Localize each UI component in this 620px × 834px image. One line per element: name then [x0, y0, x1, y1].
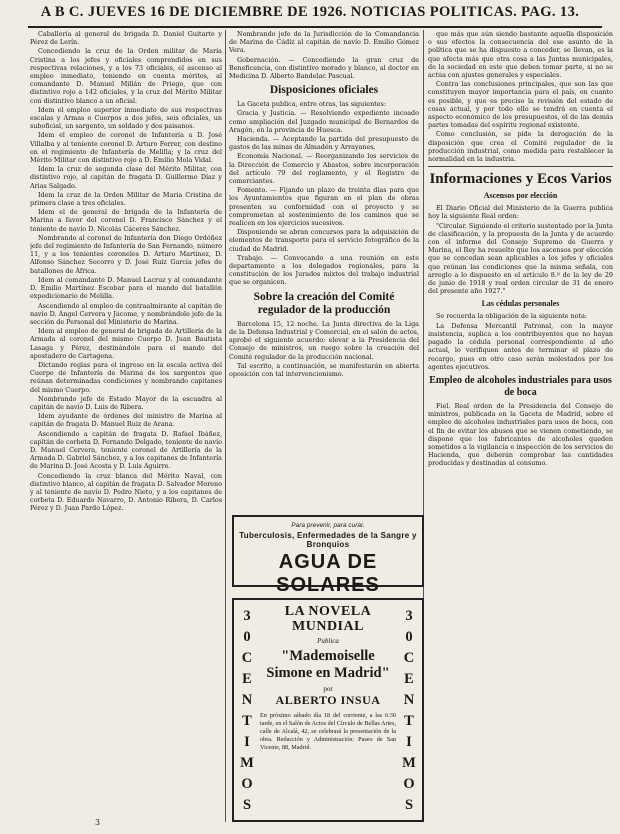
ad-content — [260, 604, 396, 752]
section-heading: Empleo de alcoholes industriales para usos de boca — [429, 374, 612, 398]
price-vertical-left — [238, 606, 256, 816]
paragraph: Idem al comandante D. Manuel Lacruz y al comandante D. Emilio Martínez Escobar para el mando del batallón expedicionario de Melilla. — [30, 275, 222, 301]
paragraph: Concediendo la cruz de la Orden militar de María Cristina a los jefes y oficiales comprendidos en sus respectivas relaciones, y a los 73 oficiales, el ascenso al empleo inmediato, teniendo en cuenta méritos, al comandante D. Manuel Millán de Priego, que con distintivo rojo a 142 oficiales, y la cruz del Mérito Militar con distintivo blanco a un oficial. — [30, 47, 222, 105]
paragraph: Disponiendo se abran concursos para la adquisición de elementos de transporte para el servicio fotográfico de la ciudad de Madrid. — [229, 228, 419, 253]
ad-por: por — [323, 685, 333, 693]
paragraph: Idem el empleo superior inmediato de sus respectivas escalas y Armas o Cuerpos a dos jefes, seis oficiales, un suboficial, un sargento, un soldado y dos paisanos. — [30, 105, 222, 131]
paragraph: Gobernación. — Concediendo la gran cruz de Beneficencia, con distintivo morado y blanco, al doctor en Medicina D. Alberto Bandelac Pascual. — [229, 55, 419, 81]
column-2 — [229, 30, 419, 510]
price-letter: I — [406, 734, 412, 750]
paragraph: Se recuerda la obligación de la siguiente nota: — [436, 312, 588, 321]
price-letter: N — [241, 692, 253, 708]
price-letter: M — [240, 755, 254, 771]
subsection-heading: Ascensos por elección — [483, 191, 558, 201]
price-letter: 3 — [405, 608, 413, 624]
paragraph: Contra las conclusiones principales, que son las que constituyen mayor importancia para el país, en cuanto es posible, y que es preciso la revisión del estado de cosas actual, y por todo ello se tendrá en cuenta el aspecto económico de los presupuestos, el de las demás partes tomadas del espíritu regional existente. — [428, 80, 613, 130]
paragraph: Fomento. — Fijando un plazo de treinta días para que los Ayuntamientos que figuran en el plan de obras presenten su conformidad con el proyecto y se comprometan al sostenimiento de los caminos que se realicen en los ejercicios sucesivos. — [229, 186, 419, 228]
ad-subtitle: Tuberculosis, Enfermedades de la Sangre y Bronquios — [239, 531, 417, 549]
subsection-heading: Las cédulas personales — [481, 299, 560, 309]
price-vertical-right — [400, 606, 418, 816]
price-letter: S — [404, 797, 414, 813]
paragraph: Gracia y Justicia. — Resolviendo expediente incoado como ampliación del Juzgado municipal de Bernardos de Aragón, en la provincia de Huesca. — [229, 109, 419, 134]
ad-product-name: AGUA DE SOLARES — [276, 551, 380, 596]
paragraph: Economía Nacional. — Reorganizando los servicios de la Dirección de Comercio y Abastos, sobre incorporación del artículo 79 del reglamento, y el Registro de comerciantes. — [229, 152, 419, 186]
paragraph: Dictando reglas para el ingreso en la escala activa del Cuerpo de Infantería de Marina de los sargentos que reúnan determinadas condiciones y nombrando capitanes del mismo Cuerpo. — [30, 360, 222, 394]
paragraph: Idem la cruz de la Orden Militar de María Cristina de primera clase a tres oficiales. — [30, 190, 222, 208]
paragraph: "Circular. Siguiendo el criterio sustentado por la Junta de clasificación, y la propuesta de la Junta y de acuerdo con el informe del Consejo Supremo de Guerra y Marina, el Rey ha resuelto que los ascensos por elección que se concedan sean aplicables a los jefes y oficiales que reúnan las condiciones que la misma señala, con arreglo a lo dispuesto en el artículo 8.º de la ley de 29 de junio de 1918 y real orden circular de 31 de enero del presente año 1927." — [428, 221, 613, 296]
paragraph: El Diario Oficial del Ministerio de la Guerra publica hoy la siguiente Real orden: — [428, 204, 613, 221]
paragraph: Hacienda. — Aceptando la partida del presupuesto de gastos de las minas de Almadén y Arrayanes. — [229, 135, 419, 152]
price-letter: 0 — [243, 629, 251, 645]
paragraph: Ascendiendo al empleo de contraalmirante al capitán de navío D. Ángel Cervera y Jácome, y nombrándole jefe de la sección de Personal del Ministerio de Marina. — [30, 301, 222, 326]
ad-body: En próximo sábado día 18 del corriente, a las 6:30 tarde, en el Salón de Actos del Círculo de Bellas Artes, calle de Alcalá, 42, se celebrará la presentación de la obra. Redacción y Administración: Paseo de San Vicente, 88, Madrid. — [260, 712, 396, 751]
page-mark: 3 — [95, 818, 101, 827]
price-letter: C — [241, 650, 253, 666]
price-letter: E — [242, 671, 252, 687]
price-letter: T — [242, 713, 252, 729]
price-letter: S — [242, 797, 252, 813]
section-heading: Disposiciones oficiales — [269, 84, 379, 97]
paragraph: Trabajo. — Convocando a una reunión en este departamento a los delegados regionales, para la constitución de los Jurados mixtos del trabajo industrial que se organicen. — [229, 253, 419, 287]
ad-brand: LA NOVELA MUNDIAL — [284, 604, 372, 634]
paragraph: La Gaceta publica, entre otras, las siguientes: — [237, 100, 386, 109]
ad-tagline: Para prevenir, para curar. — [291, 522, 365, 529]
price-letter: O — [241, 776, 253, 792]
paragraph: Nombrando jefe de la Jurisdicción de la Comandancia de Marina de Cádiz al capitán de navío D. Emilio Gómez Vera. — [229, 30, 419, 55]
header-rule — [28, 26, 602, 28]
paragraph: Idem al empleo de general de brigada de Artillería de la Armada al coronel del mismo Cuerpo D. Juan Bautista Lasaga y Pérez, destinándole para el mando del apostadero de Cartagena. — [30, 327, 222, 360]
column-3 — [428, 30, 613, 820]
price-letter: O — [403, 776, 415, 792]
paragraph: Idem el empleo de coronel de Infantería a D. José Villalba y al teniente coronel D. Arturo Ferrer, con destino en el regimiento de Infantería de Melilla; y la cruz del Mérito Militar con distintivo rojo a D. Emilio Mola Vidal. — [30, 131, 222, 165]
section-heading: Sobre la creación del Comité regulador de la producción — [253, 290, 395, 316]
paragraph: Idem ayudante de órdenes del ministro de Marina al capitán de fragata D. Manuel Ruiz de Arana. — [30, 412, 222, 429]
price-letter: 3 — [243, 608, 251, 624]
ad-novel-title: "Mademoiselle Simone en Madrid" — [266, 648, 390, 681]
divider — [428, 166, 613, 167]
advertisement-novela-mundial — [232, 598, 424, 822]
paragraph: Tal escrito, a continuación, se manifestarán en abierta oposición con tal intervencionismo. — [229, 361, 419, 378]
paragraph: Nombrando al coronel de Infantería don Diego Ordóñez jefe del regimiento de Infantería de San Fernando, número 11, y a los tenientes coroneles D. Arturo Martínez, D. Alfonso Sánchez Socorro y D. José Ruiz García jefes de batallones de África. — [30, 233, 222, 275]
paragraph: que más que aún siendo bastante aquella disposición o sus efectos la consecuencia del ese asunto de la política que se ha dispuesto a conceder, se llevan, es la que afecta más que otra cosa a las Juntas municipales, de la sociedad en este que deben tomar parte, si no se actúa con ajustes generales y especiales. — [428, 30, 613, 80]
price-letter: 0 — [405, 629, 413, 645]
paragraph: Idem el de general de brigada de la Infantería de Marina a favor del coronel D. Francisco Sánchez y el teniente de navío D. Nicolás Cáceres Sánchez. — [30, 208, 222, 233]
paragraph: Ascendiendo a capitán de fragata D. Rafael Ibáñez, capitán de corbeta D. Fernando Delgado, teniente de navío D. Manuel Cervera, teniente coronel de Artillería de la Armada D. Gabriel Sánchez, y a los capitanes de Infantería de Marina D. José Acosta y D. Luis Aguirre. — [30, 429, 222, 471]
price-letter: C — [403, 650, 415, 666]
column-divider — [225, 30, 226, 822]
advertisement-agua-de-solares — [232, 515, 424, 596]
column-1 — [30, 30, 222, 820]
paragraph: Fiel. Real orden de la Presidencia del Consejo de ministros, publicada en la Gaceta de Madrid, sobre el empleo de alcoholes industriales para usos de boca, con el fin de evitar los abusos que se vienen cometiendo, se dispone que los fabricantes de alcoholes queden sometidos a la vigilancia e inspección de los servicios de Hacienda, que deberán comprobar las cantidades producidas y destinadas al consumo. — [428, 401, 613, 468]
paragraph: Nombrando jefe de Estado Mayor de la escuadra al capitán de navío D. Luis de Ribera. — [30, 394, 222, 411]
paragraph: Idem la cruz de segunda clase del Mérito Militar, con distintivo rojo, al capitán de fragata D. Guillermo Díaz y Arias Salgado. — [30, 165, 222, 190]
paragraph: Caballería al general de brigada D. Daniel Guitarte y Pérez de Lerín. — [30, 30, 222, 47]
price-letter: I — [244, 734, 250, 750]
ad-author: ALBERTO INSUA — [275, 693, 381, 707]
price-letter: T — [404, 713, 414, 729]
ad-publica: Publica — [317, 637, 339, 645]
paragraph: Concediendo la cruz blanca del Mérito Naval, con distintivo blanco, al capitán de fragata D. Salvador Moreno y al teniente de navío D. Pedro Nieto, y a los capitanes de corbeta D. Eduardo Navarro, D. Antonio Ribera, D. Carlos Pérez y D. Juan Pardo López. — [30, 471, 222, 513]
section-heading: Informaciones y Ecos Varios — [429, 171, 612, 188]
paragraph: La Defensa Mercantil Patronal, con la mayor insistencia, suplica a los contribuyentes que no hayan pagado la cédula personal correspondiente al año actual, lo verifiquen antes de terminar el plazo de recargo, pues en otro caso serán molestados por los agentes ejecutivos. — [428, 321, 613, 371]
paragraph: Barcelona 15, 12 noche. La Junta directiva de la Liga de la Defensa Industrial y Comercial, en el salón de actos, aprobó el siguiente acuerdo: elevar a la Presidencia del Consejo de ministros, un ruego sobre la creación del Comité regulador de la producción nacional. — [229, 319, 419, 361]
page-header: A B C. JUEVES 16 DE DICIEMBRE DE 1926. NOTICIAS POLITICAS. PAG. 13. — [40, 4, 580, 20]
price-letter: M — [402, 755, 416, 771]
paragraph: Como conclusión, se pide la derogación de la disposición que crea el Comité regulador de la producción industrial, como medida para restablecer la normalidad en la industria. — [428, 130, 613, 164]
price-letter: N — [403, 692, 415, 708]
price-letter: E — [404, 671, 414, 687]
